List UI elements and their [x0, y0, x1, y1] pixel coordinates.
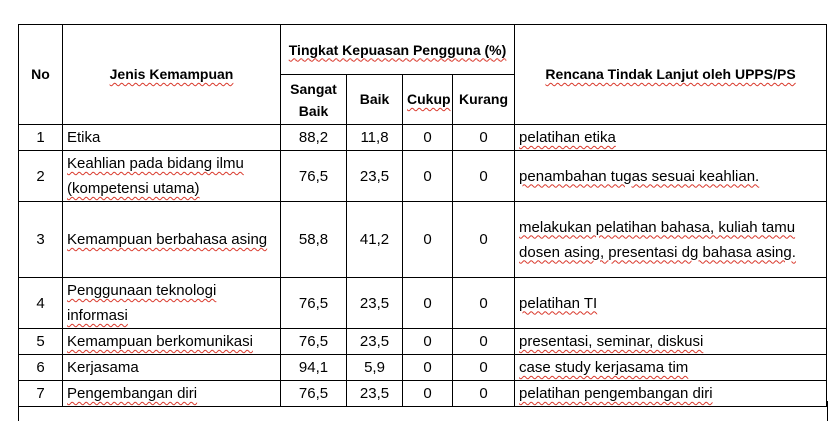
cell-cukup: 0 — [403, 381, 453, 407]
header-cukup: Cukup — [403, 75, 453, 125]
cell-cukup: 0 — [403, 151, 453, 202]
cell-rencana: presentasi, seminar, diskusi — [515, 329, 827, 355]
cell-jenis: Pengembangan diri — [63, 381, 281, 407]
table-row — [19, 202, 827, 278]
cell-cukup: 0 — [403, 125, 453, 151]
cell-rencana: pelatihan etika — [515, 125, 827, 151]
cell-jenis: Keahlian pada bidang ilmu (kompetensi utama) — [63, 151, 281, 202]
cell-baik: 11,8 — [347, 125, 403, 151]
cell-rencana: pelatihan pengembangan diri — [515, 381, 827, 407]
cell-kurang: 0 — [453, 355, 515, 381]
cell-kurang: 0 — [453, 151, 515, 202]
cell-baik: 5,9 — [347, 355, 403, 381]
cell-sangat-baik: 58,8 — [281, 202, 347, 278]
cell-baik: 23,5 — [347, 278, 403, 329]
table-continuation — [18, 401, 828, 421]
cell-cukup: 0 — [403, 202, 453, 278]
table-row — [19, 278, 827, 329]
cell-kurang: 0 — [453, 202, 515, 278]
cell-jenis: Kemampuan berkomunikasi — [63, 329, 281, 355]
header-kurang: Kurang — [453, 75, 515, 125]
cell-jenis: Kemampuan berbahasa asing — [63, 202, 281, 278]
header-baik: Baik — [347, 75, 403, 125]
cell-no: 2 — [19, 151, 63, 202]
cell-sangat-baik: 94,1 — [281, 355, 347, 381]
cell-jenis: Kerjasama — [63, 355, 281, 381]
cell-jenis: Etika — [63, 125, 281, 151]
cell-baik: 23,5 — [347, 151, 403, 202]
cell-rencana: melakukan pelatihan bahasa, kuliah tamu dosen asing, presentasi dg bahasa asing. — [515, 202, 827, 278]
cell-no: 4 — [19, 278, 63, 329]
cell-rencana: pelatihan TI — [515, 278, 827, 329]
cell-kurang: 0 — [453, 381, 515, 407]
satisfaction-table — [18, 24, 827, 407]
cell-baik: 41,2 — [347, 202, 403, 278]
cell-kurang: 0 — [453, 329, 515, 355]
cell-baik: 23,5 — [347, 329, 403, 355]
cell-kurang: 0 — [453, 278, 515, 329]
header-jenis-kemampuan: Jenis Kemampuan — [63, 25, 281, 125]
cell-sangat-baik: 76,5 — [281, 278, 347, 329]
cell-sangat-baik: 76,5 — [281, 381, 347, 407]
cell-cukup: 0 — [403, 329, 453, 355]
header-rencana-tindak-lanjut: Rencana Tindak Lanjut oleh UPPS/PS — [515, 25, 827, 125]
header-tingkat-kepuasan: Tingkat Kepuasan Pengguna (%) — [281, 25, 515, 75]
table-row — [19, 329, 827, 355]
cell-sangat-baik: 88,2 — [281, 125, 347, 151]
header-sangat-baik: Sangat Baik — [281, 75, 347, 125]
cell-no: 7 — [19, 381, 63, 407]
cell-jenis: Penggunaan teknologi informasi — [63, 278, 281, 329]
cell-no: 5 — [19, 329, 63, 355]
cell-sangat-baik: 76,5 — [281, 151, 347, 202]
cell-sangat-baik: 76,5 — [281, 329, 347, 355]
cell-no: 6 — [19, 355, 63, 381]
cell-cukup: 0 — [403, 355, 453, 381]
table-row — [19, 151, 827, 202]
cell-no: 3 — [19, 202, 63, 278]
table-row — [19, 125, 827, 151]
cell-cukup: 0 — [403, 278, 453, 329]
cell-rencana: case study kerjasama tim — [515, 355, 827, 381]
cell-kurang: 0 — [453, 125, 515, 151]
header-no: No — [19, 25, 63, 125]
cell-rencana: penambahan tugas sesuai keahlian. — [515, 151, 827, 202]
table-row — [19, 355, 827, 381]
cell-baik: 23,5 — [347, 381, 403, 407]
cell-no: 1 — [19, 125, 63, 151]
